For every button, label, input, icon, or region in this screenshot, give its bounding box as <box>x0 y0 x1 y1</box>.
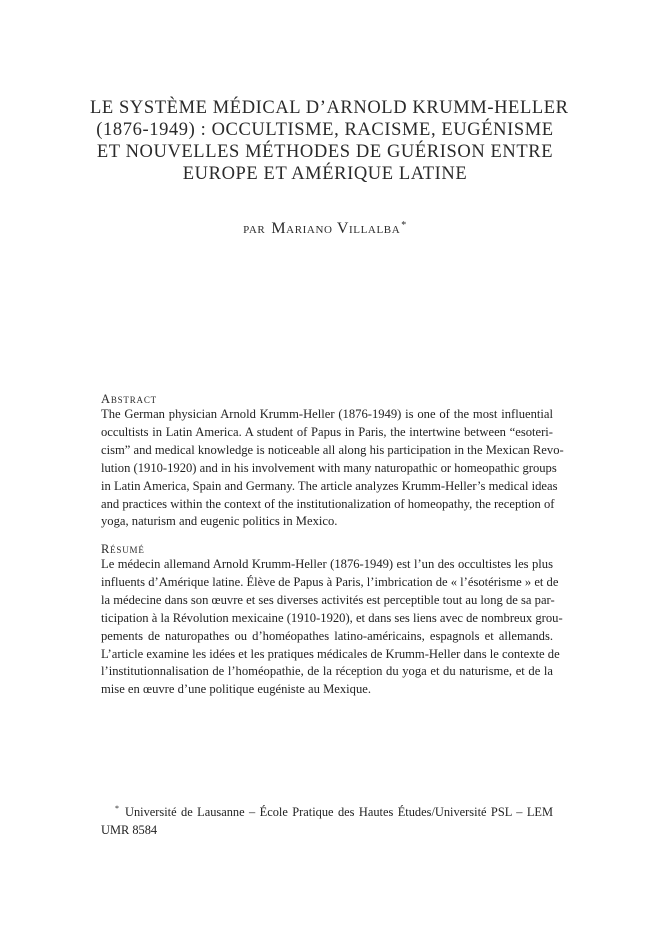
resume-line: Le médecin allemand Arnold Krumm-Heller (1876-1949) est l’un des occultistes les plus <box>101 557 553 571</box>
author-prefix: par <box>243 221 266 237</box>
resume-line: la médecine dans son œuvre et ses diverses activités est perceptible tout au long de sa par- <box>101 592 555 607</box>
article-title <box>90 97 569 185</box>
title-line: (1876-1949) : OCCULTISME, RACISME, EUGÉNISME <box>96 120 554 140</box>
author-footnote-mark: * <box>401 220 407 231</box>
resume-text <box>101 556 563 699</box>
author-affiliation-footnote <box>101 800 553 839</box>
abstract-heading: Abstract <box>101 392 157 406</box>
author-name: Mariano Villalba <box>271 220 401 237</box>
resume-line: L’article examine les idées et les pratiques médicales de Krumm-Heller dans le contexte de <box>101 646 560 661</box>
abstract-line: The German physician Arnold Krumm-Heller (1876-1949) is one of the most influential <box>101 407 553 421</box>
resume-line: l’institutionnalisation de l’homéopathie, de la réception du yoga et du naturisme, et de la <box>101 664 553 679</box>
resume-line: mise en œuvre d’une politique eugéniste au Mexique. <box>101 682 371 697</box>
resume-line: influents d’Amérique latine. Élève de Papus à Paris, l’imbrication de « l’ésotérisme » et de <box>101 574 559 589</box>
abstract-line: occultists in Latin America. A student of Papus in Paris, the intertwine between “esoteri- <box>101 424 553 439</box>
footnote-line <box>101 800 553 821</box>
resume-line: ticipation à la Révolution mexicaine (1910-1920), et dans ses liens avec de nombreux grou- <box>101 610 563 625</box>
title-line: EUROPE ET AMÉRIQUE LATINE <box>182 164 468 184</box>
resume-line: pements de naturopathes ou d’homéopathes latino-américains, espagnols et allemands. <box>101 628 553 643</box>
footnote-line: UMR 8584 <box>101 823 158 837</box>
abstract-line: cism” and medical knowledge is noticeable all along his participation in the Mexican Revo- <box>101 442 564 457</box>
abstract-text <box>101 406 564 531</box>
abstract-line: and practices within the context of the institutionalization of homeopathy, the reception of <box>101 496 555 511</box>
author-byline <box>0 220 650 238</box>
abstract-line: yoga, naturism and eugenic politics in Mexico. <box>101 514 338 529</box>
footnote-mark: * <box>115 804 119 813</box>
title-line: LE SYSTÈME MÉDICAL D’ARNOLD KRUMM-HELLER <box>90 98 569 118</box>
abstract-line: lution (1910-1920) and in his involvement with many naturopathic or homeopathic groups <box>101 460 557 475</box>
footnote-text: Université de Lausanne – École Pratique des Hautes Études/Université PSL – LEM <box>125 805 553 819</box>
abstract-line: in Latin America, Spain and Germany. The article analyzes Krumm-Heller’s medical ideas <box>101 478 558 493</box>
title-line: ET NOUVELLES MÉTHODES DE GUÉRISON ENTRE <box>96 142 554 162</box>
resume-heading: Résumé <box>101 542 145 556</box>
